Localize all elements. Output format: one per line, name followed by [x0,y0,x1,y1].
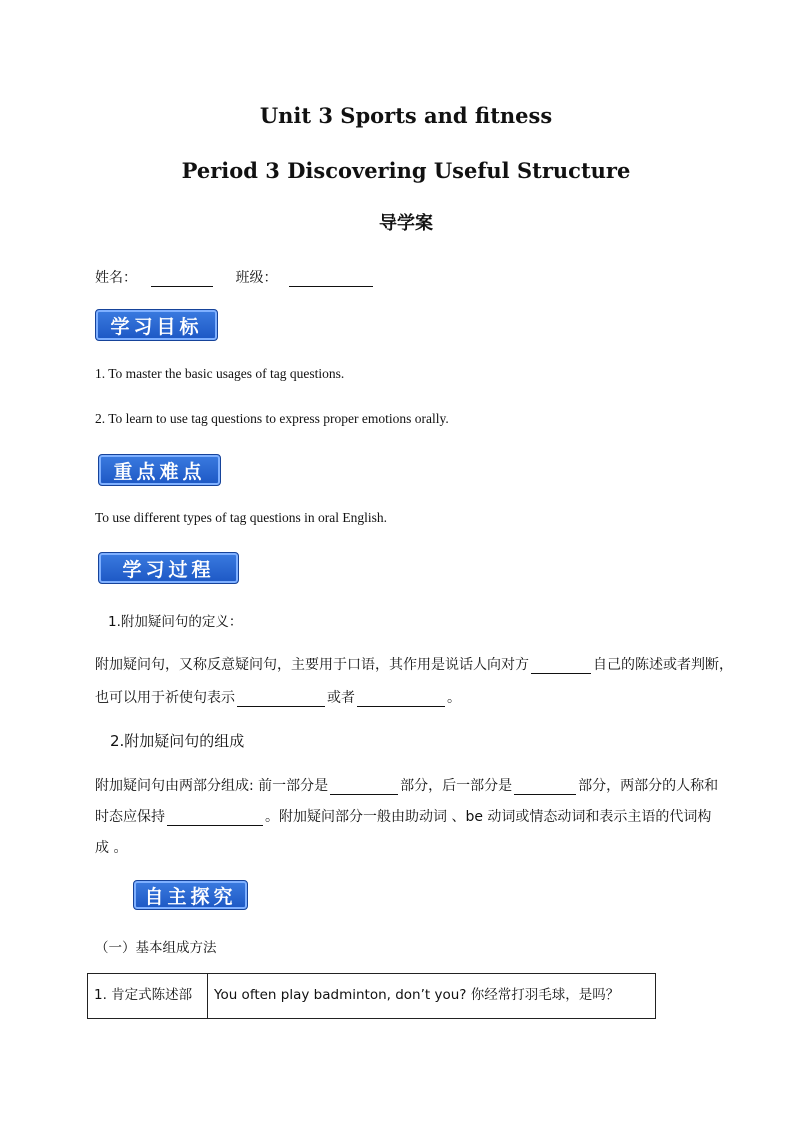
objectives-badge: 学习目标 [95,309,218,341]
name-blank [151,272,213,287]
definition-blank-2 [237,692,325,707]
composition-text-c: 部分，两部分的人称和 [578,778,719,794]
definition-text-b: 自己的陈述或者判断， [593,657,733,673]
self-study-heading: （一）基本组成方法 [95,940,217,956]
doc-title: Unit 3 Sports and fitness [259,103,553,128]
definition-text-c: 也可以用于祈使句表示 [95,690,235,706]
class-blank [289,272,373,287]
structure-table [87,973,656,1019]
composition-heading: 2.附加疑问句的组成 [110,732,245,750]
table-cell-example: You often play badminton, don’t you? 你经常打羽毛球，是吗？ [208,974,656,1019]
definition-text-d: 或者 [327,690,355,706]
doc-type: 导学案 [379,213,433,234]
definition-heading: 1.附加疑问句的定义： [108,614,243,630]
student-info [95,267,375,287]
class-label: 班级： [235,270,278,286]
definition-text-a: 附加疑问句，又称反意疑问句，主要用于口语，其作用是说话人向对方 [95,657,529,673]
composition-text-a: 附加疑问句由两部分组成: 前一部分是 [95,778,329,794]
composition-blank-1 [330,780,398,795]
composition-blank-2 [514,780,576,795]
definition-line-2 [95,687,461,707]
objective-item-1: 1. To master the basic usages of tag questions. [95,366,345,381]
doc-subtitle: Period 3 Discovering Useful Structure [181,158,631,183]
composition-text-e: 。附加疑问部分一般由助动词 、be 动词或情态动词和表示主语的代词构 [265,809,712,825]
key-points-text: To use different types of tag questions in oral English. [95,510,388,525]
objective-item-2: 2. To learn to use tag questions to express proper emotions orally. [95,411,449,426]
composition-text-d: 时态应保持 [95,809,165,825]
key-points-badge: 重点难点 [98,454,221,486]
process-badge: 学习过程 [98,552,239,584]
definition-line-1 [95,654,733,674]
definition-text-e: 。 [447,690,461,706]
table-row [88,974,656,1019]
composition-line-2 [95,806,711,826]
table-cell-type: 1. 肯定式陈述部 [88,974,208,1019]
definition-blank-1 [531,659,591,674]
self-study-badge: 自主探究 [133,880,248,910]
composition-text-b: 部分，后一部分是 [400,778,513,794]
composition-line-3: 成 。 [95,840,128,856]
composition-blank-3 [167,811,263,826]
composition-line-1 [95,775,718,795]
name-label: 姓名： [95,270,137,286]
definition-blank-3 [357,692,445,707]
